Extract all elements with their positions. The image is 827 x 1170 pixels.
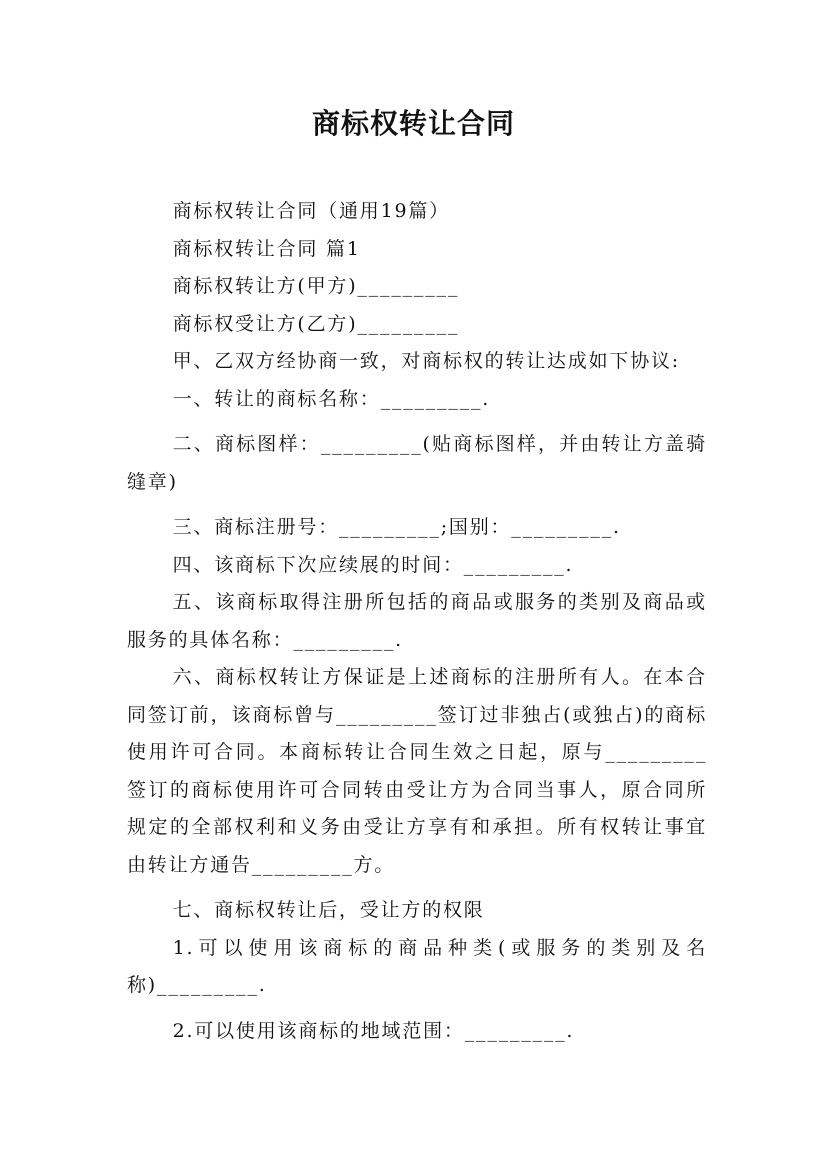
paragraph-transferor: 商标权转让方(甲方)_________ bbox=[172, 275, 460, 297]
paragraph-clause-4: 四、该商标下次应续展的时间：_________. bbox=[172, 553, 574, 576]
paragraph-clause-6: 六、商标权转让方保证是上述商标的注册所有人。在本合同签订前，该商标曾与_________签订过非独占(或独占)的商标使用许可合同。本商标转让合同生效之日起，原与_________签订的商标使用许可合同转由受让方为合同当事人，原合同所规定的全部权利和义务由受让方享有和承担。所有权转让事宜由转让方通告_________方。 bbox=[127, 666, 707, 876]
paragraph-clause-7: 七、商标权转让后，受让方的权限 bbox=[172, 899, 485, 921]
paragraph-transferee: 商标权受让方(乙方)_________ bbox=[172, 312, 460, 335]
paragraph-clause-7-item-2: 2.可以使用该商标的地域范围：_________. bbox=[172, 1019, 575, 1042]
paragraph-clause-3: 三、商标注册号：_________;国别：_________. bbox=[172, 516, 621, 538]
document-body bbox=[127, 193, 707, 1050]
paragraph-agreement-intro: 甲、乙双方经协商一致，对商标权的转让达成如下协议: bbox=[172, 350, 680, 372]
paragraph-clause-2: 二、商标图样：_________(贴商标图样，并由转让方盖骑缝章) bbox=[127, 433, 707, 493]
paragraph-clause-1: 一、转让的商标名称：_________. bbox=[172, 387, 491, 410]
paragraph-section-heading: 商标权转让合同 篇1 bbox=[172, 237, 361, 260]
paragraph-subtitle: 商标权转让合同（通用19篇） bbox=[172, 200, 450, 222]
document-title: 商标权转让合同 bbox=[311, 107, 515, 140]
paragraph-clause-7-item-1: 1.可以使用该商标的商品种类(或服务的类别及名称)_________. bbox=[127, 936, 707, 996]
paragraph-clause-5: 五、该商标取得注册所包括的商品或服务的类别及商品或服务的具体名称：_________. bbox=[127, 591, 707, 651]
